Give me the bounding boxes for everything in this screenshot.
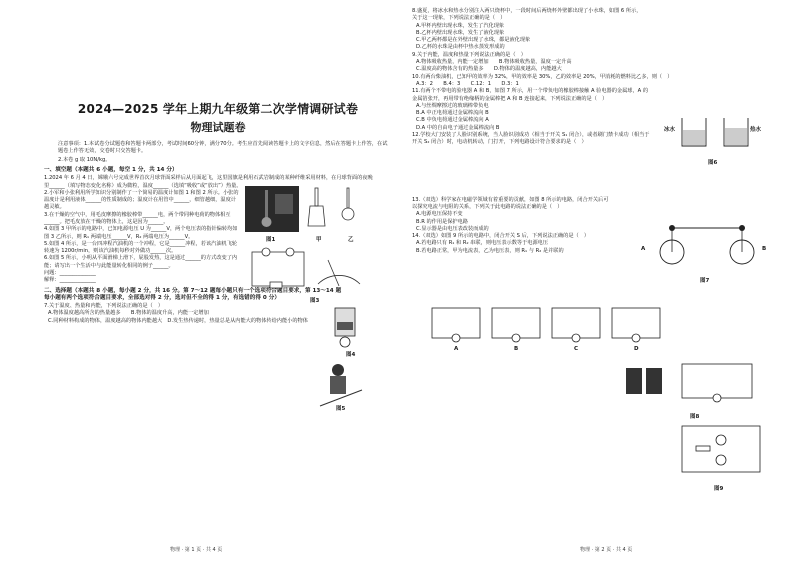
question-13-opt-b: B.R 的作用是保护电路 — [416, 218, 468, 225]
note-2: 2.本卷 g 取 10N/kg。 — [58, 157, 111, 163]
question-3: 3.在干燥的空气中，用毛皮摩擦的橡胶棒带______电，两个带同种电荷的物体相互______。把毛皮放在干燥的物体上，这是因为______。 — [44, 211, 231, 225]
circuit-label-a: A — [454, 346, 459, 352]
figure-5-label: 图5 — [336, 406, 346, 412]
question-7-opt-cd: C.同种材料构成的物体，温度越高的物体内能越大 D.发生热传递时，热量总是从内能大的物体传给内能小的物体 — [48, 317, 308, 324]
question-6-explain: 解释：______________ — [44, 277, 96, 284]
question-12: 12.学校大门安装了人脸识别系统，当人脸识别成功（相当于开关 S₁ 闭合），或者刷门禁卡成功（相当于开关 S₂ 闭合）时，电动机转动，门打开，下列电路设计符合要求的是（ ） — [412, 132, 650, 146]
figure-1-photo — [245, 186, 299, 232]
figure-6-beakers — [676, 112, 756, 152]
circuit-label-c: C — [574, 346, 579, 352]
figure-6-label-ice: 冰水 — [664, 127, 676, 133]
circuit-label-d: D — [634, 346, 639, 352]
question-14-opt-a: A.若电路只有 R₁ 和 R₂ 串联，则电压表示数等于电源电压 — [416, 240, 549, 247]
question-9-opt-cd: C.温度高的物体含有的热量多 D.物体的温度越高，内能越大 — [416, 66, 562, 73]
figure-7-electroscopes — [652, 222, 762, 272]
question-4: 4.如图 3 甲所示的电路中，已知电源电压 U 为______V，两个电压表的指针偏转均如图 3 乙所示，则 R₁ 两端电压______V，R₂ 两端电压为______V。 — [44, 226, 238, 240]
question-11-opt-d: D.A 中的自由电子通过金属棒流向 B — [416, 124, 500, 131]
figure-7-label: 图7 — [700, 278, 710, 284]
question-11-opt-a: A.与丝绸摩擦过的玻璃棒带负电 — [416, 102, 489, 109]
figure-2-label-b: 乙 — [348, 237, 354, 243]
figure-3-circuit — [248, 246, 368, 294]
figure-6-label-hot: 热水 — [750, 127, 762, 133]
question-13-opt-c: C.显示器是由电压表改装而成的 — [416, 225, 489, 232]
circuit-label-b: B — [514, 346, 519, 352]
figure-7-label-b: B — [762, 246, 767, 252]
figure-9-label: 图9 — [714, 486, 724, 492]
section-2-heading: 二、选择题（本题共 8 小题，每小题 2 分，共 16 分。第 7～12 题每小题只有一个选项符合题目要求，第 13～14 题每小题有两个选项符合题目要求，全部选对得 2 分，选对但不全的得 1 分，有选错的得 0 分） — [44, 287, 342, 301]
question-1: 1.2024 年 6 月 4 日，嫦娥六号完成世界首次月球背面采样后从月面起飞，这里国旗是利用石武岩制成的某种纤维采用材料，在月球背面的夜晚里______（填写物态变化名称）成为微粒，温度______（选填“吸收”或“放出”）热量。 — [44, 175, 373, 189]
figure-8-apparatus — [622, 358, 762, 410]
question-8-opt-a: A.甲杯内壁出现水珠，发生了汽化现象 — [416, 22, 505, 29]
question-14: 14.（双选）如图 9 所示的电路中，闭合开关 S 后，下列说法正确的是（ ） — [412, 233, 590, 240]
question-11-opt-c: C.B 中负电荷通过金属棒流向 A — [416, 117, 489, 124]
question-2: 2.小军和小张利用所学知识分别制作了一个简易的温度计如图 1 和图 2 所示。小张的温度计是利用液体______的性质制成的；温度计在用管中______，细管越细，温度计越灵敏。 — [44, 189, 239, 211]
figure-2-label-a: 甲 — [316, 237, 322, 243]
figure-5-child-slide — [318, 360, 364, 408]
section-1-heading: 一、填空题（本题共 6 小题，每空 1 分，共 14 分） — [44, 167, 178, 173]
question-9: 9.关于内能，温度和热量下列说法正确的是（ ） — [412, 51, 526, 58]
question-7-opt-ab: A.物体温度越高所含的热量越多 B.物体的温度升高，内能一定增加 — [48, 310, 209, 317]
question-13: 13.（双选）科学家在电磁学领域有着重要的贡献，如图 8 所示的电路，闭合开关后可以探究电流与电阻的关系，下列关于此电路的说法正确的是（ ） — [412, 196, 609, 210]
figure-1-label: 图1 — [266, 237, 276, 243]
figure-2-thermometers — [305, 186, 365, 232]
question-8-opt-d: D.乙杯的水珠是由杯中热水蒸发形成的 — [416, 44, 505, 51]
question-13-opt-a: A.电源电压保持不变 — [416, 211, 463, 218]
figure-7-label-a: A — [641, 246, 646, 252]
question-11: 11.有两个不带电的验电器 A 和 B，如图 7 所示，用一个带负电的橡胶棒接触 A 验电器的金属球，A 的金属箔张开，再用带有绝缘柄的金属棒把 A 和 B 连接起来，下列说法正确的是（ ） — [412, 88, 649, 102]
footer-left: 物理 · 第 1 页 · 共 4 页 — [170, 547, 223, 553]
question-6-problem: 问题：______________ — [44, 270, 96, 277]
question-10: 10.有两台柴油机，已知甲的效率为 32%，甲的效率是 30%，乙的效率是 20%，甲消耗的燃料比乙多，则（ ） — [412, 73, 673, 80]
figure-3-label: 图3 — [310, 298, 320, 304]
question-11-opt-b: B.A 中正电荷通过金属棒流向 B — [416, 110, 489, 117]
exam-subtitle: 物理试题卷 — [190, 121, 246, 134]
question-14-opt-b: B.若电路正常，甲为电流表，乙为电压表，则 R₁ 与 R₂ 是并联的 — [416, 247, 564, 254]
exam-title: 2024—2025 学年上期九年级第二次学情调研试卷 — [77, 102, 359, 116]
question-6: 6.如图 5 所示，小明从平面滑梯上滑下，屁股发热，这是通过______的方式改变了内能；请写出一个生活中与此能量转化相同的例子______。 — [44, 255, 238, 269]
question-12-circuits — [428, 302, 668, 352]
question-5: 5.如图 4 所示，是一台四冲程汽油机的一个冲程，它是______冲程，若该汽油机飞轮转速为 1200r/min，则该汽油机每秒对外做功______次。 — [44, 240, 238, 255]
figure-4-engine — [325, 302, 365, 348]
figure-9-circuit — [676, 420, 766, 480]
question-8: 8.盛夏，将冰水和热水分别注入两只烧杯中，一段时间后两烧杯外壁都出现了小水珠，如图 6 所示，关于这一现象，下列说法正确的是（ ） — [412, 8, 642, 22]
question-10-options: A.3：2 B.4：3 C.12：1 D.3：1 — [416, 80, 519, 87]
footer-right: 物理 · 第 2 页 · 共 4 页 — [580, 547, 633, 553]
figure-4-label: 图4 — [346, 352, 356, 358]
figure-8-label: 图8 — [690, 414, 700, 420]
figure-6-label: 图6 — [708, 160, 718, 166]
note-1: 注意事项：1.本试卷分试题卷和答题卡两部分，考试时间60分钟，满分70分。考生应首先阅读答题卡上的文字信息，然后在答题卡上作答，在试题卷上作答无效，交卷时只交答题卡。 — [58, 141, 388, 154]
question-7: 7.关于温度、热量和内能，下列说法正确的是（ ） — [44, 303, 164, 310]
question-9-opt-ab: A.物体吸收热量，内能一定增加 B.物体吸收热量，温度一定升高 — [416, 59, 572, 66]
question-8-opt-b: B.乙杯内壁出现水珠，发生了液化现象 — [416, 29, 505, 36]
question-8-opt-c: C.甲乙两杯都是在外壁出现了水珠，都是液化现象 — [416, 37, 531, 44]
